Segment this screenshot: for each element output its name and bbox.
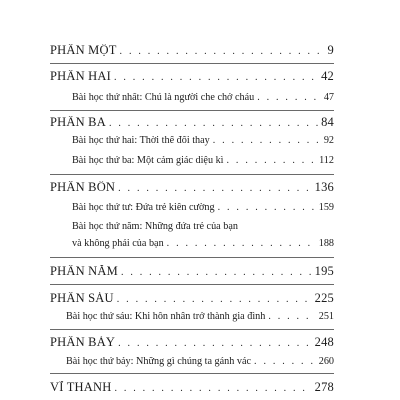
entry-title: PHẦN SÁU <box>50 292 114 305</box>
dot-leader <box>268 312 315 322</box>
entry-title: và không phải của bạn <box>72 239 164 249</box>
dot-leader <box>114 73 318 83</box>
toc-entry-lesson-6[interactable] <box>66 312 334 322</box>
entry-page-number: 248 <box>314 336 334 349</box>
entry-page-number: 84 <box>321 116 334 129</box>
section-divider <box>50 174 334 175</box>
entry-page-number: 159 <box>318 203 334 213</box>
toc-entry-part-6[interactable] <box>50 292 334 305</box>
toc-entry-epilogue[interactable] <box>50 381 334 394</box>
entry-title: PHẦN HAI <box>50 70 111 83</box>
entry-page-number: 188 <box>318 239 334 249</box>
dot-leader <box>114 384 311 394</box>
toc-entry-part-4[interactable] <box>50 181 334 194</box>
entry-title: Bài học thứ nhất: Chú là người che chở cháu <box>72 93 255 103</box>
dot-leader <box>257 93 321 103</box>
entry-page-number: 112 <box>319 156 334 166</box>
entry-page-number: 278 <box>314 381 334 394</box>
section-divider <box>50 63 334 64</box>
toc-entry-part-5[interactable] <box>50 265 334 278</box>
entry-title: PHẦN NĂM <box>50 265 118 278</box>
entry-title: PHẦN BỐN <box>50 181 116 194</box>
dot-leader <box>227 156 317 166</box>
entry-page-number: 251 <box>318 312 334 322</box>
entry-title: Bài học thứ tư: Đứa trẻ kiên cường <box>72 203 215 213</box>
section-divider <box>50 373 334 374</box>
dot-leader <box>117 295 312 305</box>
section-divider <box>50 284 334 285</box>
entry-page-number: 9 <box>327 44 334 57</box>
entry-title: PHẦN BA <box>50 116 106 129</box>
entry-page-number: 195 <box>314 265 334 278</box>
dot-leader <box>120 47 325 57</box>
entry-title: Bài học thứ sáu: Khi hôn nhân trở thành gia đình <box>66 312 266 322</box>
entry-title: Bài học thứ hai: Thời thế đổi thay <box>72 136 210 146</box>
toc-entry-lesson-3[interactable] <box>72 156 334 166</box>
section-divider <box>50 257 334 258</box>
toc-entry-lesson-4[interactable] <box>72 203 334 213</box>
dot-leader <box>167 239 316 249</box>
toc-entry-lesson-5-line-1[interactable] <box>72 222 334 232</box>
dot-leader <box>109 119 318 129</box>
entry-title: Bài học thứ ba: Một cảm giác diệu kì <box>72 156 224 166</box>
dot-leader <box>254 357 316 367</box>
dot-leader <box>118 184 311 194</box>
toc-entry-lesson-7[interactable] <box>66 357 334 367</box>
entry-title: Bài học thứ năm: Những đứa trẻ của bạn <box>72 222 238 232</box>
entry-page-number: 92 <box>323 136 334 146</box>
dot-leader <box>218 203 316 213</box>
entry-title: Bài học thứ bảy: Những gì chúng ta gánh vác <box>66 357 252 367</box>
section-divider <box>50 110 334 111</box>
entry-title: PHẦN BẢY <box>50 336 116 349</box>
entry-page-number: 260 <box>318 357 334 367</box>
entry-page-number: 225 <box>314 292 334 305</box>
toc-entry-part-2[interactable] <box>50 70 334 83</box>
entry-title: VĨ THANH <box>50 381 112 394</box>
entry-page-number: 136 <box>314 181 334 194</box>
entry-page-number: 47 <box>323 93 334 103</box>
toc-entry-lesson-2[interactable] <box>72 136 334 146</box>
toc-entry-part-3[interactable] <box>50 116 334 129</box>
toc-entry-lesson-1[interactable] <box>72 93 334 103</box>
dot-leader <box>121 268 312 278</box>
dot-leader <box>118 339 311 349</box>
toc-entry-part-7[interactable] <box>50 336 334 349</box>
dot-leader <box>213 136 321 146</box>
entry-title: PHẦN MỘT <box>50 44 117 57</box>
toc-entry-part-1[interactable] <box>50 44 334 57</box>
section-divider <box>50 329 334 330</box>
toc-entry-lesson-5[interactable] <box>72 239 334 249</box>
entry-page-number: 42 <box>321 70 334 83</box>
